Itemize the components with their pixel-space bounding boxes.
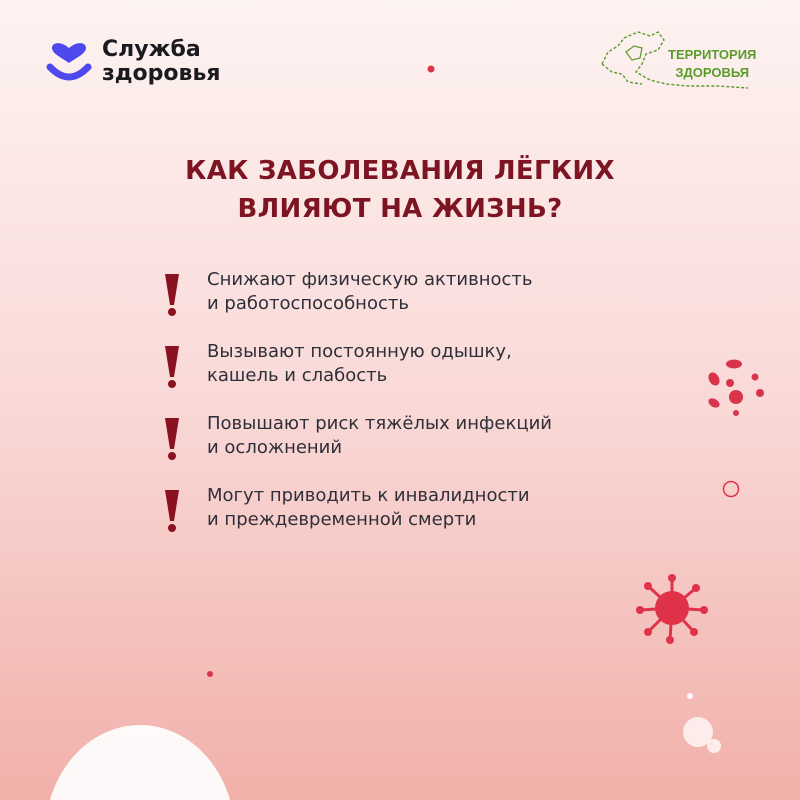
list-item-text [207, 484, 530, 532]
logo-right-line-1: ТЕРРИТОРИЯ [668, 47, 757, 62]
list-item [160, 340, 680, 412]
list-item [160, 484, 680, 556]
virus-icon [634, 572, 712, 644]
page-title [0, 152, 800, 228]
exclamation-icon [160, 488, 186, 534]
small-dot-icon [206, 670, 214, 678]
bubbles-icon [676, 690, 726, 756]
logo-line-2: здоровья [102, 61, 221, 86]
exclamation-icon [160, 416, 186, 462]
title-line-1: КАК ЗАБОЛЕВАНИЯ ЛЁГКИХ [185, 156, 615, 186]
exclamation-icon [160, 344, 186, 390]
list-item-line-1: Вызывают постоянную одышку, [207, 341, 512, 362]
list-item-line-1: Могут приводить к инвалидности [207, 485, 530, 506]
list-item [160, 268, 680, 340]
ring-icon [721, 479, 741, 499]
list-item [160, 412, 680, 484]
list-item-text [207, 340, 512, 388]
logo-right-text [668, 46, 756, 82]
list-item-line-2: и преждевременной смерти [207, 509, 477, 530]
exclamation-icon [160, 272, 186, 318]
bacteria-cluster-icon [700, 355, 770, 419]
territoriya-zdorovya-logo [598, 28, 758, 92]
list-item-line-1: Повышают риск тяжёлых инфекций [207, 413, 552, 434]
list-item-line-1: Снижают физическую активность [207, 269, 533, 290]
sluzhba-zdorovya-logo [46, 38, 221, 86]
list-item-text [207, 268, 532, 316]
bottom-bubble-shape [30, 720, 240, 800]
logo-line-1: Служба [102, 37, 201, 62]
list-item-line-2: кашель и слабость [207, 365, 388, 386]
logo-text [102, 38, 221, 86]
heart-smile-icon [46, 39, 92, 85]
title-line-2: ВЛИЯЮТ НА ЖИЗНЬ? [237, 194, 563, 224]
effects-list [160, 268, 680, 556]
logo-right-line-2: ЗДОРОВЬЯ [675, 65, 750, 80]
small-dot-icon [427, 65, 435, 73]
list-item-line-2: и осложнений [207, 437, 343, 458]
list-item-text [207, 412, 552, 460]
list-item-line-2: и работоспособность [207, 293, 409, 314]
